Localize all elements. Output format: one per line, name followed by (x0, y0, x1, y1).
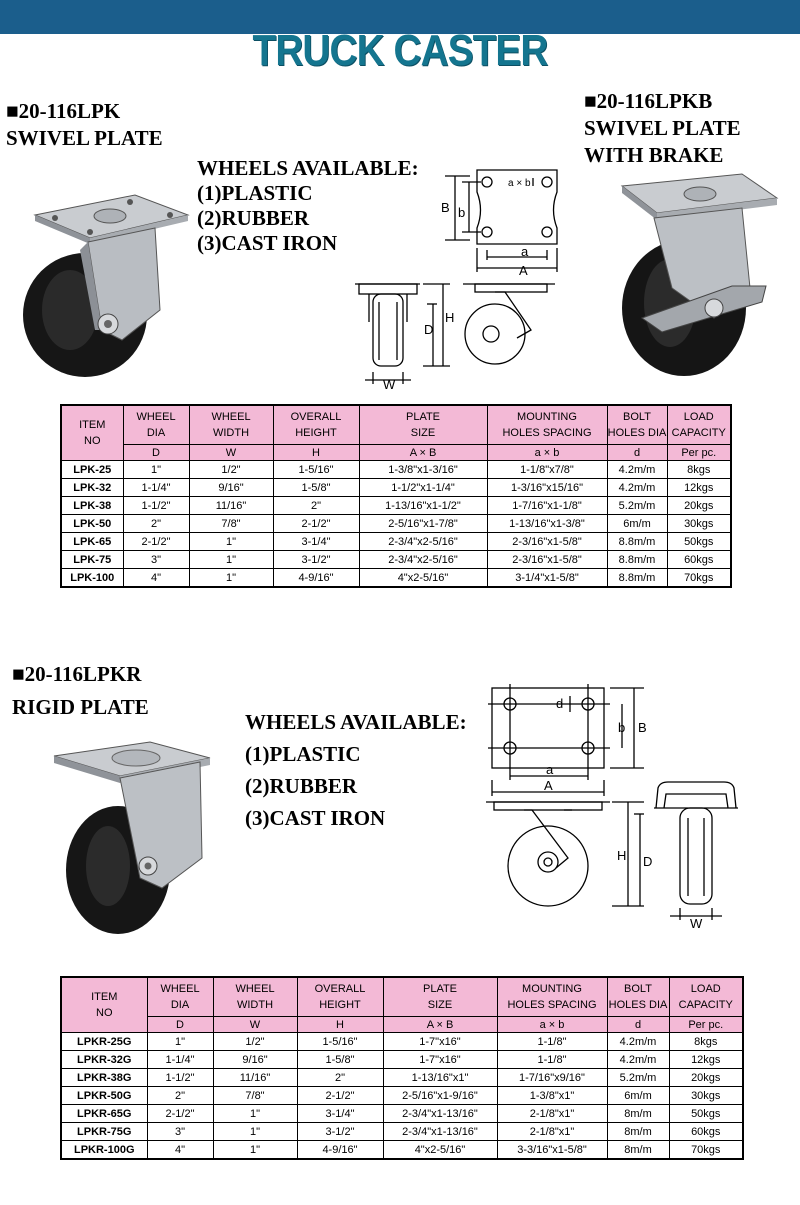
lpkr-col-header-plate-size: PLATE SIZE (383, 977, 497, 1017)
lpk-wheel-option: (3)CAST IRON (197, 231, 338, 255)
table-cell: 70kgs (667, 569, 731, 588)
lpkr-col-header-wheel-dia: WHEEL DIA (147, 977, 213, 1017)
table-cell: 1-3/16"x15/16" (487, 479, 607, 497)
lpkb-type-line1: SWIVEL PLATE (584, 116, 741, 140)
table-row (61, 1123, 743, 1141)
table-cell: 30kgs (667, 515, 731, 533)
table-row (61, 1033, 743, 1051)
table-cell: 4" (147, 1141, 213, 1160)
table-cell: 2-1/8"x1" (497, 1105, 607, 1123)
lpkr-wheel-option: (3)CAST IRON (245, 806, 386, 830)
table-cell: 2" (297, 1069, 383, 1087)
table-cell: 20kgs (667, 497, 731, 515)
table-cell: 1" (123, 461, 189, 479)
lpkr-col-header-bolt: BOLT HOLES DIA (607, 977, 669, 1017)
lpk-col-header-wheel-dia: WHEEL DIA (123, 405, 189, 445)
lpk-dimension-diagram (345, 162, 567, 390)
table-cell: 8.8m/m (607, 533, 667, 551)
dim-label-W: W (383, 377, 396, 390)
lpkr-heading (12, 658, 149, 724)
dim-label-a: a (546, 762, 554, 777)
table-cell: 8m/m (607, 1123, 669, 1141)
table-cell: 8m/m (607, 1105, 669, 1123)
lpk-heading (6, 98, 163, 152)
swivel-caster-photo (10, 180, 195, 380)
lpkr-wheel-option: (2)RUBBER (245, 774, 358, 798)
table-cell: 4"x2-5/16" (359, 569, 487, 588)
table-cell: 4.2m/m (607, 1033, 669, 1051)
table-cell: 50kgs (669, 1105, 743, 1123)
lpkr-col-header-overall-height: OVERALL HEIGHT (297, 977, 383, 1017)
table-cell: 60kgs (669, 1123, 743, 1141)
table-cell: 1-13/16"x1-1/2" (359, 497, 487, 515)
table-cell: 3-1/4"x1-5/8" (487, 569, 607, 588)
table-cell: 3-3/16"x1-5/8" (497, 1141, 607, 1160)
table-row (61, 1141, 743, 1160)
table-cell: 2-1/2" (123, 533, 189, 551)
item-no-cell: LPKR-25G (61, 1033, 147, 1051)
table-cell: 2-3/4"x1-13/16" (383, 1123, 497, 1141)
table-cell: 2-1/2" (273, 515, 359, 533)
item-no-cell: LPK-50 (61, 515, 123, 533)
table-cell: 1" (213, 1141, 297, 1160)
table-cell: 12kgs (667, 479, 731, 497)
table-cell: 1" (189, 569, 273, 588)
table-cell: 8kgs (669, 1033, 743, 1051)
table-cell: 4.2m/m (607, 461, 667, 479)
table-cell: 1" (147, 1033, 213, 1051)
lpkr-spec-table (60, 976, 744, 1160)
table-row (61, 515, 731, 533)
table-cell: 6m/m (607, 515, 667, 533)
table-cell: 8.8m/m (607, 569, 667, 588)
table-cell: 1" (213, 1123, 297, 1141)
table-cell: 1-1/4" (147, 1051, 213, 1069)
lpk-wheels-title: WHEELS AVAILABLE: (197, 156, 419, 180)
table-cell: 3-1/2" (273, 551, 359, 569)
table-cell: 2-1/8"x1" (497, 1123, 607, 1141)
lpk-table-header-row (61, 405, 731, 445)
table-cell: 1-13/16"x1-3/8" (487, 515, 607, 533)
lpkr-unit-cell: Per pc. (669, 1017, 743, 1033)
lpkr-wheels-available (245, 706, 467, 834)
brake-caster-photo (592, 168, 780, 383)
lpkr-unit-cell: d (607, 1017, 669, 1033)
dim-label-W: W (690, 916, 703, 930)
item-no-cell: LPK-65 (61, 533, 123, 551)
table-cell: 1-7"x16" (383, 1033, 497, 1051)
item-no-cell: LPKR-38G (61, 1069, 147, 1087)
lpk-col-header-wheel-width: WHEEL WIDTH (189, 405, 273, 445)
table-cell: 1-1/8" (497, 1033, 607, 1051)
lpk-unit-cell: a × b (487, 445, 607, 461)
dim-label-D: D (424, 322, 434, 337)
table-cell: 20kgs (669, 1069, 743, 1087)
item-no-cell: LPKR-65G (61, 1105, 147, 1123)
lpk-unit-cell: d (607, 445, 667, 461)
lpk-model-heading: ■20-116LPK (6, 99, 121, 123)
dim-label-A: A (519, 263, 528, 278)
table-cell: 70kgs (669, 1141, 743, 1160)
table-cell: 11/16" (213, 1069, 297, 1087)
table-cell: 4"x2-5/16" (383, 1141, 497, 1160)
table-cell: 2-3/4"x2-5/16" (359, 551, 487, 569)
item-no-cell: LPK-75 (61, 551, 123, 569)
lpkr-model-heading: ■20-116LPKR (12, 662, 142, 686)
table-cell: 1-5/16" (273, 461, 359, 479)
dim-label-b: b (618, 720, 626, 735)
dim-label-axb: a × b (508, 178, 531, 189)
lpk-unit-cell: D (123, 445, 189, 461)
table-cell: 2-1/2" (297, 1087, 383, 1105)
table-cell: 2-5/16"x1-7/8" (359, 515, 487, 533)
lpk-wheel-option: (1)PLASTIC (197, 181, 313, 205)
lpkr-table-units-row (61, 1017, 743, 1033)
table-cell: 1/2" (189, 461, 273, 479)
table-row (61, 569, 731, 588)
page-title: TRUCK CASTER (252, 26, 548, 75)
table-cell: 1-1/4" (123, 479, 189, 497)
table-cell: 1" (189, 551, 273, 569)
table-cell: 1-5/16" (297, 1033, 383, 1051)
table-cell: 3-1/2" (297, 1123, 383, 1141)
table-cell: 4-9/16" (297, 1141, 383, 1160)
table-row (61, 497, 731, 515)
table-cell: 2" (147, 1087, 213, 1105)
item-no-cell: LPK-38 (61, 497, 123, 515)
table-cell: 1-1/2" (123, 497, 189, 515)
table-cell: 2-5/16"x1-9/16" (383, 1087, 497, 1105)
lpk-col-header-plate-size: PLATE SIZE (359, 405, 487, 445)
lpk-unit-cell: A × B (359, 445, 487, 461)
lpkr-unit-cell: A × B (383, 1017, 497, 1033)
table-row (61, 1105, 743, 1123)
table-row (61, 533, 731, 551)
table-cell: 2-1/2" (147, 1105, 213, 1123)
lpkr-col-header-mounting: MOUNTING HOLES SPACING (497, 977, 607, 1017)
lpk-type-heading: SWIVEL PLATE (6, 126, 163, 150)
lpk-unit-cell: Per pc. (667, 445, 731, 461)
lpkr-col-header-item: ITEM NO (61, 977, 147, 1033)
table-cell: 1-7/16"x9/16" (497, 1069, 607, 1087)
lpkb-heading (584, 88, 741, 169)
table-cell: 5.2m/m (607, 1069, 669, 1087)
table-cell: 1-1/8"x7/8" (487, 461, 607, 479)
table-cell: 3" (147, 1123, 213, 1141)
lpk-wheel-option: (2)RUBBER (197, 206, 310, 230)
lpkb-type-line2: WITH BRAKE (584, 143, 724, 167)
table-cell: 2" (273, 497, 359, 515)
lpkr-unit-cell: D (147, 1017, 213, 1033)
rigid-caster-photo (50, 738, 215, 938)
lpk-unit-cell: H (273, 445, 359, 461)
table-cell: 50kgs (667, 533, 731, 551)
item-no-cell: LPKR-75G (61, 1123, 147, 1141)
table-cell: 1-3/8"x1-3/16" (359, 461, 487, 479)
lpkr-unit-cell: H (297, 1017, 383, 1033)
lpkr-dimension-diagram (484, 684, 756, 930)
table-cell: 30kgs (669, 1087, 743, 1105)
table-cell: 6m/m (607, 1087, 669, 1105)
dim-label-H: H (617, 848, 627, 863)
item-no-cell: LPK-100 (61, 569, 123, 588)
table-cell: 4" (123, 569, 189, 588)
lpkr-col-header-load: LOAD CAPACITY (669, 977, 743, 1017)
item-no-cell: LPKR-100G (61, 1141, 147, 1160)
table-cell: 1" (189, 533, 273, 551)
table-row (61, 1051, 743, 1069)
lpk-col-header-mounting: MOUNTING HOLES SPACING (487, 405, 607, 445)
table-cell: 1-5/8" (273, 479, 359, 497)
item-no-cell: LPK-32 (61, 479, 123, 497)
lpkr-wheels-title: WHEELS AVAILABLE: (245, 710, 467, 734)
table-row (61, 551, 731, 569)
table-cell: 1-5/8" (297, 1051, 383, 1069)
table-cell: 3-1/4" (273, 533, 359, 551)
table-cell: 2-3/4"x2-5/16" (359, 533, 487, 551)
item-no-cell: LPKR-50G (61, 1087, 147, 1105)
lpkr-table-header-row (61, 977, 743, 1017)
table-cell: 1-13/16"x1" (383, 1069, 497, 1087)
table-cell: 9/16" (213, 1051, 297, 1069)
dim-label-D: D (643, 854, 653, 869)
item-no-cell: LPK-25 (61, 461, 123, 479)
table-cell: 7/8" (189, 515, 273, 533)
lpk-unit-cell: W (189, 445, 273, 461)
table-cell: 2-3/16"x1-5/8" (487, 551, 607, 569)
table-cell: 11/16" (189, 497, 273, 515)
table-row (61, 461, 731, 479)
dim-label-B: B (638, 720, 647, 735)
lpk-col-header-load: LOAD CAPACITY (667, 405, 731, 445)
lpkr-col-header-wheel-width: WHEEL WIDTH (213, 977, 297, 1017)
dim-label-B: B (441, 200, 450, 215)
table-cell: 4.2m/m (607, 479, 667, 497)
table-cell: 1/2" (213, 1033, 297, 1051)
table-cell: 1-7/16"x1-1/8" (487, 497, 607, 515)
table-row (61, 1069, 743, 1087)
table-cell: 5.2m/m (607, 497, 667, 515)
lpk-table-units-row (61, 445, 731, 461)
item-no-cell: LPKR-32G (61, 1051, 147, 1069)
lpkr-unit-cell: a × b (497, 1017, 607, 1033)
table-cell: 2" (123, 515, 189, 533)
table-cell: 12kgs (669, 1051, 743, 1069)
table-cell: 7/8" (213, 1087, 297, 1105)
table-cell: 1-1/2" (147, 1069, 213, 1087)
lpk-spec-table (60, 404, 732, 588)
lpk-col-header-overall-height: OVERALL HEIGHT (273, 405, 359, 445)
table-cell: 8kgs (667, 461, 731, 479)
table-cell: 8m/m (607, 1141, 669, 1160)
lpk-col-header-bolt: BOLT HOLES DIA (607, 405, 667, 445)
lpkr-wheel-option: (1)PLASTIC (245, 742, 361, 766)
lpk-col-header-item: ITEM NO (61, 405, 123, 461)
dim-label-a: a (521, 244, 529, 259)
table-cell: 1-1/2"x1-1/4" (359, 479, 487, 497)
lpkr-unit-cell: W (213, 1017, 297, 1033)
table-row (61, 1087, 743, 1105)
table-cell: 4-9/16" (273, 569, 359, 588)
table-cell: 2-3/4"x1-13/16" (383, 1105, 497, 1123)
lpkb-model-heading: ■20-116LPKB (584, 89, 713, 113)
table-cell: 1-1/8" (497, 1051, 607, 1069)
table-cell: 1" (213, 1105, 297, 1123)
table-cell: 60kgs (667, 551, 731, 569)
table-cell: 4.2m/m (607, 1051, 669, 1069)
dim-label-d: d (556, 696, 564, 711)
table-row (61, 479, 731, 497)
table-cell: 9/16" (189, 479, 273, 497)
table-cell: 1-7"x16" (383, 1051, 497, 1069)
table-cell: 3" (123, 551, 189, 569)
table-cell: 8.8m/m (607, 551, 667, 569)
dim-label-A: A (544, 778, 553, 793)
table-cell: 3-1/4" (297, 1105, 383, 1123)
lpkr-type-heading: RIGID PLATE (12, 695, 149, 719)
dim-label-b: b (458, 205, 466, 220)
table-cell: 2-3/16"x1-5/8" (487, 533, 607, 551)
table-cell: 1-3/8"x1" (497, 1087, 607, 1105)
dim-label-H: H (445, 310, 455, 325)
